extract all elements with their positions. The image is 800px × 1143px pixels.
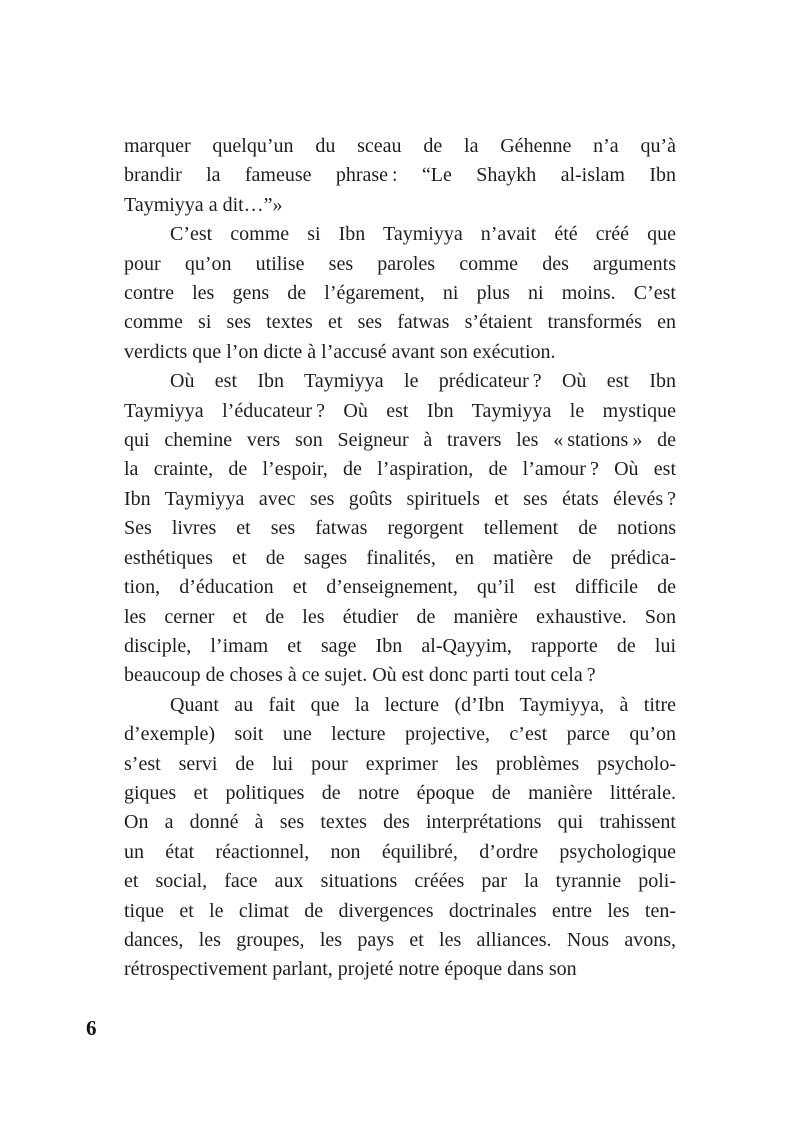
text-line: Taymiyya l’éducateur ? Où est Ibn Taymiyya le mystique	[124, 399, 676, 422]
text-line: rétrospectivement parlant, projeté notre époque dans son	[124, 958, 577, 981]
page-number: 6	[86, 1016, 97, 1040]
text-line: Ibn Taymiyya avec ses goûts spirituels et ses états élevés ?	[124, 487, 676, 510]
text-line: Ses livres et ses fatwas regorgent tellement de notions	[124, 517, 676, 540]
text-line: un état réactionnel, non équilibré, d’ordre psychologique	[124, 840, 676, 863]
text-line: esthétiques et de sages finalités, en matière de prédica-	[124, 546, 676, 569]
text-line: s’est servi de lui pour exprimer les problèmes psycholo-	[124, 752, 676, 775]
text-line: d’exemple) soit une lecture projective, c’est parce qu’on	[124, 723, 676, 746]
text-line: disciple, l’imam et sage Ibn al-Qayyim, rapporte de lui	[124, 634, 676, 657]
text-line: verdicts que l’on dicte à l’accusé avant son exécution.	[124, 340, 556, 363]
text-line: les cerner et de les étudier de manière exhaustive. Son	[124, 605, 676, 628]
text-line: Quant au fait que la lecture (d’Ibn Taymiyya, à titre	[170, 693, 676, 716]
text-line: tion, d’éducation et d’enseignement, qu’il est difficile de	[124, 576, 676, 599]
text-line: tique et le climat de divergences doctrinales entre les ten-	[124, 899, 676, 922]
text-line: Où est Ibn Taymiyya le prédicateur ? Où est Ibn	[170, 370, 676, 393]
text-line: brandir la fameuse phrase : “Le Shaykh al-islam Ibn	[124, 164, 676, 187]
text-line: la crainte, de l’espoir, de l’aspiration, de l’amour ? Où est	[124, 458, 676, 481]
text-line: pour qu’on utilise ses paroles comme des arguments	[124, 252, 676, 275]
text-line: Taymiyya a dit…”»	[124, 193, 283, 216]
text-line: et social, face aux situations créées par la tyrannie poli-	[124, 870, 676, 893]
text-line: comme si ses textes et ses fatwas s’étaient transformés en	[124, 311, 676, 334]
text-line: C’est comme si Ibn Taymiyya n’avait été créé que	[170, 223, 676, 246]
text-line: beaucoup de choses à ce sujet. Où est donc parti tout cela ?	[124, 664, 596, 687]
text-line: qui chemine vers son Seigneur à travers les « stations » de	[124, 429, 676, 452]
text-line: giques et politiques de notre époque de manière littérale.	[124, 781, 676, 804]
text-line: On a donné à ses textes des interprétations qui trahissent	[124, 811, 676, 834]
text-line: contre les gens de l’égarement, ni plus ni moins. C’est	[124, 282, 676, 305]
body-text	[124, 132, 676, 985]
text-line: dances, les groupes, les pays et les alliances. Nous avons,	[124, 928, 676, 951]
text-line: marquer quelqu’un du sceau de la Géhenne n’a qu’à	[124, 135, 676, 157]
